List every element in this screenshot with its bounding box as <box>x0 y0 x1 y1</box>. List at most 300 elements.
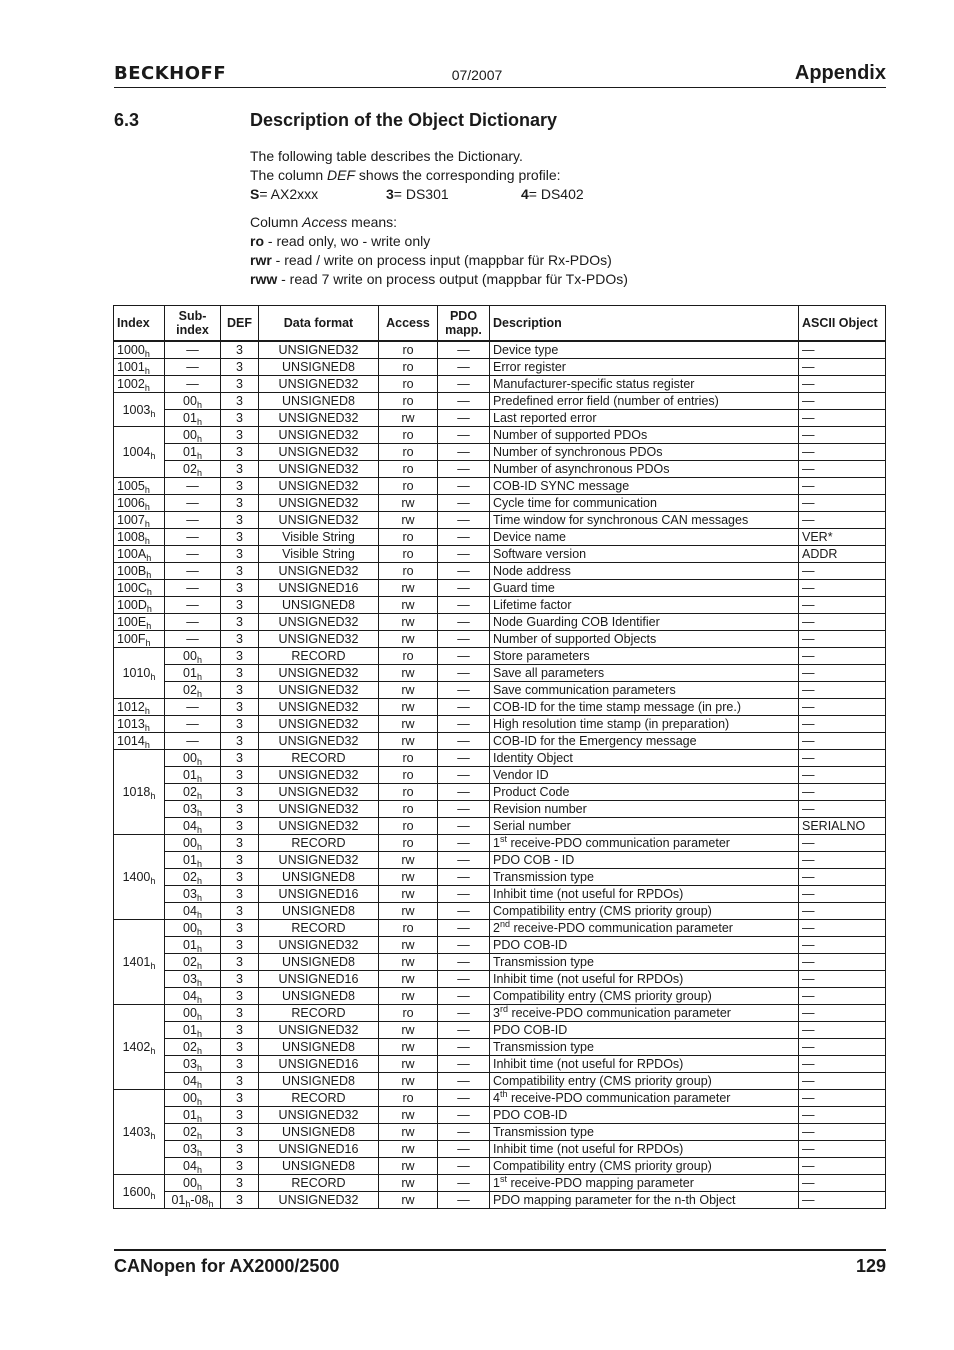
cell-ascii-object: — <box>799 852 886 869</box>
object-dictionary-table <box>113 305 886 1209</box>
table-row <box>114 801 886 818</box>
cell-def: 3 <box>221 954 259 971</box>
cell-index: $1002_h$ <box>114 376 165 393</box>
table-row <box>114 427 886 444</box>
cell-access: rw <box>379 1158 438 1175</box>
cell-ascii-object: — <box>799 580 886 597</box>
intro-line-2-post: shows the corresponding profile: <box>355 167 561 183</box>
cell-access: rw <box>379 886 438 903</box>
cell-description: Number of synchronous PDOs <box>490 444 799 461</box>
cell-index: $1012_h$ <box>114 699 165 716</box>
cell-data-format: UNSIGNED16 <box>259 1056 379 1073</box>
cell-subindex: $00_h$ <box>165 1175 221 1192</box>
cell-def: 3 <box>221 852 259 869</box>
cell-def: 3 <box>221 801 259 818</box>
table-row <box>114 376 886 393</box>
cell-index: $100E_h$ <box>114 614 165 631</box>
cell-description: PDO COB - ID <box>490 852 799 869</box>
cell-access: ro <box>379 359 438 376</box>
cell-def: 3 <box>221 648 259 665</box>
cell-def: 3 <box>221 359 259 376</box>
table-row <box>114 903 886 920</box>
cell-ascii-object: — <box>799 767 886 784</box>
cell-ascii-object: — <box>799 1192 886 1209</box>
cell-description: Product Code <box>490 784 799 801</box>
cell-access: rw <box>379 495 438 512</box>
cell-def: 3 <box>221 937 259 954</box>
cell-def: 3 <box>221 376 259 393</box>
cell-ascii-object: — <box>799 1090 886 1107</box>
cell-access: rw <box>379 1141 438 1158</box>
cell-subindex: $01_h$ <box>165 410 221 427</box>
table-row <box>114 512 886 529</box>
access-rww: rww - read 7 write on process output (mappbar für Tx-PDOs) <box>250 271 628 287</box>
cell-description: Vendor ID <box>490 767 799 784</box>
table-row <box>114 1090 886 1107</box>
table-row <box>114 937 886 954</box>
cell-access: rw <box>379 699 438 716</box>
table-row <box>114 478 886 495</box>
cell-def: 3 <box>221 1158 259 1175</box>
table-row <box>114 495 886 512</box>
cell-description: Identity Object <box>490 750 799 767</box>
cell-def: 3 <box>221 733 259 750</box>
cell-pdo-mapping: — <box>438 359 490 376</box>
cell-data-format: UNSIGNED8 <box>259 954 379 971</box>
cell-def: 3 <box>221 988 259 1005</box>
table-row <box>114 631 886 648</box>
cell-ascii-object: — <box>799 699 886 716</box>
cell-pdo-mapping: — <box>438 937 490 954</box>
cell-data-format: UNSIGNED8 <box>259 869 379 886</box>
cell-data-format: UNSIGNED32 <box>259 682 379 699</box>
cell-description: Lifetime factor <box>490 597 799 614</box>
cell-data-format: UNSIGNED32 <box>259 478 379 495</box>
cell-def: 3 <box>221 597 259 614</box>
cell-description: 4th receive-PDO communication parameter <box>490 1090 799 1107</box>
table-row <box>114 563 886 580</box>
table-row <box>114 665 886 682</box>
cell-access: rw <box>379 1022 438 1039</box>
column-header-index: Index <box>114 306 165 342</box>
table-row <box>114 1039 886 1056</box>
cell-access: ro <box>379 801 438 818</box>
cell-subindex: $01_h-08_h$ <box>165 1192 221 1209</box>
cell-data-format: UNSIGNED8 <box>259 988 379 1005</box>
intro-text <box>250 147 628 289</box>
cell-data-format: UNSIGNED32 <box>259 614 379 631</box>
table-row <box>114 546 886 563</box>
cell-description: PDO mapping parameter for the n-th Object <box>490 1192 799 1209</box>
table-row <box>114 597 886 614</box>
cell-subindex: — <box>165 597 221 614</box>
cell-index: $1004_h$ <box>114 427 165 478</box>
cell-ascii-object: — <box>799 1141 886 1158</box>
cell-pdo-mapping: — <box>438 920 490 937</box>
cell-index: $100A_h$ <box>114 546 165 563</box>
cell-pdo-mapping: — <box>438 427 490 444</box>
table-row <box>114 1124 886 1141</box>
cell-subindex: $04_h$ <box>165 1158 221 1175</box>
cell-data-format: UNSIGNED32 <box>259 461 379 478</box>
cell-access: rw <box>379 903 438 920</box>
cell-data-format: UNSIGNED16 <box>259 971 379 988</box>
cell-subindex: $01_h$ <box>165 937 221 954</box>
column-header-def: DEF <box>221 306 259 342</box>
table-row <box>114 1107 886 1124</box>
cell-index: $1400_h$ <box>114 835 165 920</box>
cell-index: $1018_h$ <box>114 750 165 835</box>
column-header-data-format: Data format <box>259 306 379 342</box>
cell-def: 3 <box>221 444 259 461</box>
section-number: 6.3 <box>114 110 140 130</box>
cell-ascii-object: — <box>799 1107 886 1124</box>
cell-def: 3 <box>221 869 259 886</box>
cell-pdo-mapping: — <box>438 801 490 818</box>
cell-index: $100B_h$ <box>114 563 165 580</box>
cell-data-format: RECORD <box>259 920 379 937</box>
cell-description: Number of asynchronous PDOs <box>490 461 799 478</box>
table-row <box>114 920 886 937</box>
cell-subindex: $01_h$ <box>165 665 221 682</box>
cell-description: Software version <box>490 546 799 563</box>
cell-pdo-mapping: — <box>438 818 490 835</box>
cell-description: Cycle time for communication <box>490 495 799 512</box>
cell-pdo-mapping: — <box>438 1107 490 1124</box>
cell-description: High resolution time stamp (in preparation) <box>490 716 799 733</box>
table-row <box>114 359 886 376</box>
cell-subindex: $00_h$ <box>165 1005 221 1022</box>
cell-index: $1402_h$ <box>114 1005 165 1090</box>
cell-ascii-object: — <box>799 563 886 580</box>
table-row <box>114 1175 886 1192</box>
cell-access: rw <box>379 410 438 427</box>
cell-access: rw <box>379 852 438 869</box>
cell-data-format: UNSIGNED32 <box>259 341 379 359</box>
cell-access: rw <box>379 580 438 597</box>
cell-ascii-object: SERIALNO <box>799 818 886 835</box>
cell-description: COB-ID for the Emergency message <box>490 733 799 750</box>
table-row <box>114 1141 886 1158</box>
cell-pdo-mapping: — <box>438 852 490 869</box>
cell-def: 3 <box>221 563 259 580</box>
cell-def: 3 <box>221 512 259 529</box>
cell-access: ro <box>379 529 438 546</box>
cell-data-format: UNSIGNED16 <box>259 580 379 597</box>
cell-ascii-object: — <box>799 1073 886 1090</box>
cell-pdo-mapping: — <box>438 886 490 903</box>
cell-def: 3 <box>221 410 259 427</box>
cell-def: 3 <box>221 784 259 801</box>
table-row <box>114 886 886 903</box>
cell-def: 3 <box>221 580 259 597</box>
cell-ascii-object: — <box>799 869 886 886</box>
cell-description: Revision number <box>490 801 799 818</box>
cell-subindex: — <box>165 716 221 733</box>
cell-data-format: UNSIGNED32 <box>259 512 379 529</box>
cell-pdo-mapping: — <box>438 699 490 716</box>
cell-pdo-mapping: — <box>438 903 490 920</box>
cell-pdo-mapping: — <box>438 563 490 580</box>
cell-ascii-object: — <box>799 495 886 512</box>
cell-subindex: $02_h$ <box>165 461 221 478</box>
cell-data-format: UNSIGNED32 <box>259 818 379 835</box>
cell-description: Compatibility entry (CMS priority group) <box>490 1158 799 1175</box>
cell-pdo-mapping: — <box>438 1056 490 1073</box>
cell-ascii-object: — <box>799 393 886 410</box>
cell-pdo-mapping: — <box>438 529 490 546</box>
cell-data-format: UNSIGNED32 <box>259 495 379 512</box>
cell-pdo-mapping: — <box>438 716 490 733</box>
cell-def: 3 <box>221 767 259 784</box>
table-row <box>114 410 886 427</box>
cell-def: 3 <box>221 716 259 733</box>
cell-description: PDO COB-ID <box>490 1107 799 1124</box>
cell-description: Inhibit time (not useful for RPDOs) <box>490 1141 799 1158</box>
cell-index: $1003_h$ <box>114 393 165 427</box>
cell-index: $100C_h$ <box>114 580 165 597</box>
cell-pdo-mapping: — <box>438 580 490 597</box>
cell-def: 3 <box>221 1090 259 1107</box>
cell-ascii-object: — <box>799 597 886 614</box>
cell-access: ro <box>379 427 438 444</box>
cell-pdo-mapping: — <box>438 546 490 563</box>
cell-ascii-object: — <box>799 631 886 648</box>
cell-subindex: $01_h$ <box>165 1107 221 1124</box>
cell-access: rw <box>379 631 438 648</box>
cell-access: rw <box>379 733 438 750</box>
cell-def: 3 <box>221 1039 259 1056</box>
cell-description: Error register <box>490 359 799 376</box>
cell-ascii-object: VER* <box>799 529 886 546</box>
cell-data-format: UNSIGNED8 <box>259 1124 379 1141</box>
cell-index: $1005_h$ <box>114 478 165 495</box>
cell-subindex: — <box>165 495 221 512</box>
cell-ascii-object: — <box>799 971 886 988</box>
cell-subindex: — <box>165 512 221 529</box>
intro-line-1: The following table describes the Dictionary. <box>250 148 523 164</box>
cell-pdo-mapping: — <box>438 988 490 1005</box>
cell-data-format: UNSIGNED8 <box>259 359 379 376</box>
profile-4: 4= DS402 <box>521 186 584 202</box>
cell-pdo-mapping: — <box>438 512 490 529</box>
cell-description: Transmission type <box>490 1124 799 1141</box>
cell-data-format: Visible String <box>259 529 379 546</box>
cell-def: 3 <box>221 461 259 478</box>
cell-pdo-mapping: — <box>438 376 490 393</box>
cell-index: $1014_h$ <box>114 733 165 750</box>
cell-access: ro <box>379 1005 438 1022</box>
cell-subindex: $00_h$ <box>165 750 221 767</box>
section-title: Description of the Object Dictionary <box>250 110 558 130</box>
cell-description: PDO COB-ID <box>490 937 799 954</box>
cell-data-format: RECORD <box>259 648 379 665</box>
cell-pdo-mapping: — <box>438 1005 490 1022</box>
intro-line-2-em: DEF <box>327 167 356 183</box>
cell-def: 3 <box>221 1022 259 1039</box>
cell-data-format: UNSIGNED32 <box>259 631 379 648</box>
cell-data-format: UNSIGNED32 <box>259 852 379 869</box>
cell-subindex: $01_h$ <box>165 767 221 784</box>
cell-description: Compatibility entry (CMS priority group) <box>490 903 799 920</box>
cell-def: 3 <box>221 341 259 359</box>
cell-index: $1001_h$ <box>114 359 165 376</box>
cell-data-format: UNSIGNED32 <box>259 801 379 818</box>
cell-description: COB-ID for the time stamp message (in pre.) <box>490 699 799 716</box>
table-row <box>114 699 886 716</box>
cell-subindex: $00_h$ <box>165 920 221 937</box>
cell-subindex: — <box>165 733 221 750</box>
cell-ascii-object: — <box>799 988 886 1005</box>
cell-description: COB-ID SYNC message <box>490 478 799 495</box>
cell-subindex: $04_h$ <box>165 1073 221 1090</box>
cell-subindex: $02_h$ <box>165 682 221 699</box>
cell-pdo-mapping: — <box>438 495 490 512</box>
cell-description: 1st receive-PDO mapping parameter <box>490 1175 799 1192</box>
cell-access: rw <box>379 988 438 1005</box>
cell-pdo-mapping: — <box>438 410 490 427</box>
cell-description: Number of supported PDOs <box>490 427 799 444</box>
cell-subindex: $04_h$ <box>165 818 221 835</box>
cell-data-format: UNSIGNED32 <box>259 410 379 427</box>
cell-data-format: UNSIGNED8 <box>259 393 379 410</box>
cell-access: rw <box>379 597 438 614</box>
cell-pdo-mapping: — <box>438 665 490 682</box>
cell-access: ro <box>379 478 438 495</box>
cell-subindex: $00_h$ <box>165 427 221 444</box>
cell-access: rw <box>379 512 438 529</box>
table-row <box>114 444 886 461</box>
table-row <box>114 750 886 767</box>
cell-description: Transmission type <box>490 954 799 971</box>
cell-access: rw <box>379 1056 438 1073</box>
cell-pdo-mapping: — <box>438 954 490 971</box>
cell-ascii-object: — <box>799 903 886 920</box>
cell-def: 3 <box>221 529 259 546</box>
cell-subindex: $00_h$ <box>165 835 221 852</box>
table-row <box>114 1073 886 1090</box>
cell-access: ro <box>379 818 438 835</box>
table-row <box>114 818 886 835</box>
cell-data-format: UNSIGNED16 <box>259 1141 379 1158</box>
cell-subindex: $03_h$ <box>165 1056 221 1073</box>
access-ro: ro - read only, wo - write only <box>250 233 431 249</box>
cell-subindex: — <box>165 341 221 359</box>
table-row <box>114 1022 886 1039</box>
cell-data-format: UNSIGNED32 <box>259 1022 379 1039</box>
cell-data-format: UNSIGNED8 <box>259 1039 379 1056</box>
table-row <box>114 580 886 597</box>
cell-def: 3 <box>221 631 259 648</box>
cell-pdo-mapping: — <box>438 631 490 648</box>
cell-data-format: RECORD <box>259 835 379 852</box>
cell-def: 3 <box>221 427 259 444</box>
cell-data-format: RECORD <box>259 1090 379 1107</box>
cell-subindex: $00_h$ <box>165 648 221 665</box>
cell-subindex: — <box>165 614 221 631</box>
table-row <box>114 682 886 699</box>
cell-pdo-mapping: — <box>438 869 490 886</box>
footer-title: CANopen for AX2000/2500 <box>114 1256 340 1276</box>
table-row <box>114 716 886 733</box>
cell-ascii-object: — <box>799 784 886 801</box>
cell-def: 3 <box>221 682 259 699</box>
cell-subindex: $00_h$ <box>165 1090 221 1107</box>
cell-ascii-object: ADDR <box>799 546 886 563</box>
cell-pdo-mapping: — <box>438 393 490 410</box>
cell-access: rw <box>379 1175 438 1192</box>
cell-data-format: RECORD <box>259 1005 379 1022</box>
cell-def: 3 <box>221 1107 259 1124</box>
cell-data-format: UNSIGNED32 <box>259 699 379 716</box>
header-rule <box>114 87 886 88</box>
cell-def: 3 <box>221 1141 259 1158</box>
cell-ascii-object: — <box>799 1158 886 1175</box>
cell-description: Serial number <box>490 818 799 835</box>
cell-ascii-object: — <box>799 1056 886 1073</box>
cell-ascii-object: — <box>799 478 886 495</box>
cell-description: PDO COB-ID <box>490 1022 799 1039</box>
cell-description: Transmission type <box>490 1039 799 1056</box>
cell-description: Predefined error field (number of entries) <box>490 393 799 410</box>
cell-def: 3 <box>221 1192 259 1209</box>
table-row <box>114 971 886 988</box>
cell-description: Compatibility entry (CMS priority group) <box>490 1073 799 1090</box>
cell-access: rw <box>379 937 438 954</box>
header-date: 07/2007 <box>451 67 503 83</box>
cell-access: ro <box>379 767 438 784</box>
cell-access: rw <box>379 1073 438 1090</box>
cell-index: $1006_h$ <box>114 495 165 512</box>
cell-ascii-object: — <box>799 801 886 818</box>
cell-subindex: $04_h$ <box>165 903 221 920</box>
cell-def: 3 <box>221 750 259 767</box>
cell-index: $100F_h$ <box>114 631 165 648</box>
cell-ascii-object: — <box>799 1005 886 1022</box>
cell-subindex: — <box>165 478 221 495</box>
table-row <box>114 1158 886 1175</box>
access-heading: Column Access means: <box>250 214 398 230</box>
cell-data-format: UNSIGNED16 <box>259 886 379 903</box>
cell-subindex: $02_h$ <box>165 954 221 971</box>
cell-def: 3 <box>221 1175 259 1192</box>
cell-index: $1010_h$ <box>114 648 165 699</box>
cell-def: 3 <box>221 818 259 835</box>
cell-subindex: $03_h$ <box>165 1141 221 1158</box>
cell-data-format: UNSIGNED8 <box>259 1158 379 1175</box>
cell-pdo-mapping: — <box>438 784 490 801</box>
cell-access: ro <box>379 920 438 937</box>
table-row <box>114 461 886 478</box>
cell-data-format: RECORD <box>259 1175 379 1192</box>
cell-data-format: UNSIGNED32 <box>259 665 379 682</box>
cell-subindex: $04_h$ <box>165 988 221 1005</box>
cell-description: Inhibit time (not useful for RPDOs) <box>490 886 799 903</box>
cell-ascii-object: — <box>799 444 886 461</box>
cell-def: 3 <box>221 699 259 716</box>
cell-subindex: $03_h$ <box>165 801 221 818</box>
cell-description: Time window for synchronous CAN messages <box>490 512 799 529</box>
cell-description: Transmission type <box>490 869 799 886</box>
cell-access: rw <box>379 1039 438 1056</box>
cell-data-format: UNSIGNED32 <box>259 376 379 393</box>
cell-def: 3 <box>221 971 259 988</box>
cell-def: 3 <box>221 393 259 410</box>
cell-access: ro <box>379 546 438 563</box>
cell-subindex: $02_h$ <box>165 1124 221 1141</box>
cell-data-format: UNSIGNED32 <box>259 1192 379 1209</box>
cell-access: ro <box>379 563 438 580</box>
